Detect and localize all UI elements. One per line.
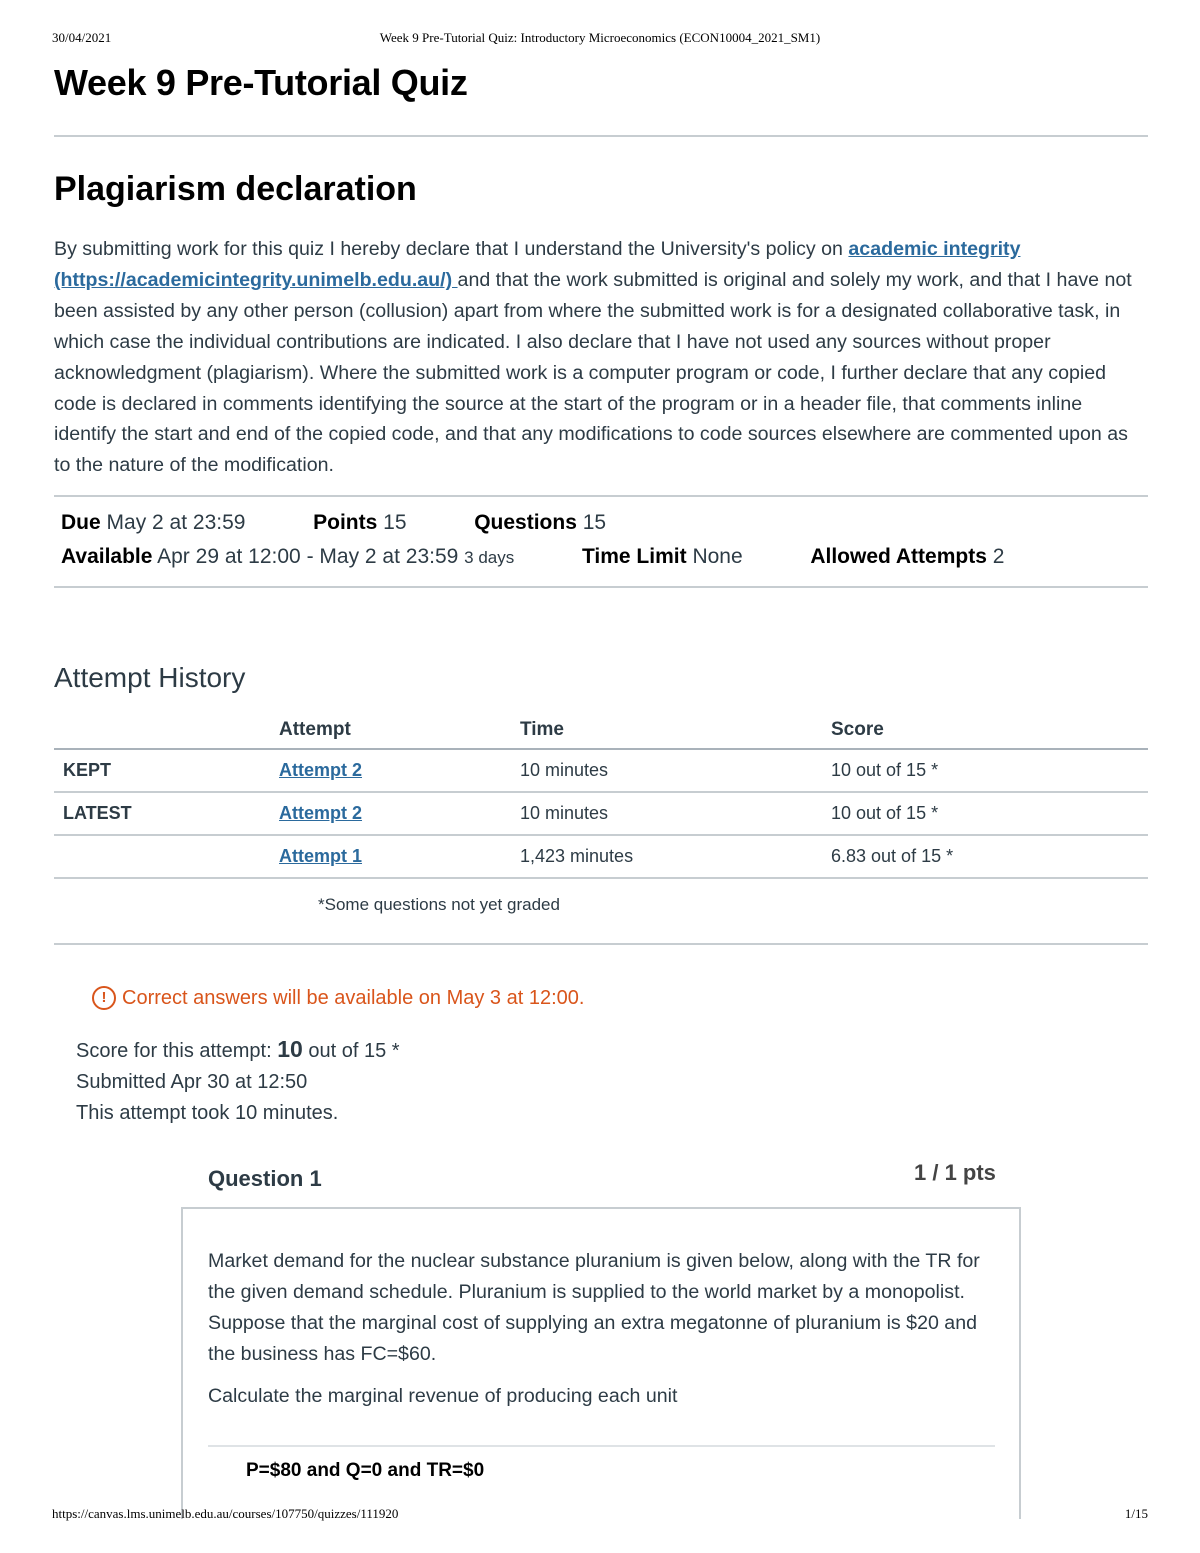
allowed-attempts-label: Allowed Attempts	[810, 545, 987, 568]
table-row	[54, 792, 1148, 835]
divider	[54, 135, 1148, 137]
score-value: 10	[277, 1036, 303, 1062]
attempt-link[interactable]: Attempt 1	[279, 846, 363, 866]
question-text: Market demand for the nuclear substance pluranium is given below, along with the TR for the given demand schedule. Pluranium is supplied to the world market by a monopolist. Suppose that the marginal cost of supplying an extra megatonne of pluranium is $20 and the business has FC=$60.	[208, 1250, 980, 1365]
print-url: https://canvas.lms.unimelb.edu.au/courses/107750/quizzes/111920	[52, 1506, 399, 1521]
print-page-number: 1/15	[1124, 1506, 1148, 1521]
divider	[54, 943, 1148, 945]
answers-notice	[92, 986, 584, 1010]
question-points: 1 / 1 pts	[914, 1160, 996, 1185]
due-label: Due	[61, 511, 101, 534]
questions-label: Questions	[474, 511, 577, 534]
available-value: Apr 29 at 12:00 - May 2 at 23:59	[157, 545, 459, 568]
available-label: Available	[61, 545, 153, 568]
plagiarism-title: Plagiarism declaration	[54, 170, 417, 208]
attempt-time: 10 minutes	[520, 749, 831, 792]
print-page-title: Week 9 Pre-Tutorial Quiz: Introductory Microeconomics (ECON10004_2021_SM1)	[379, 30, 821, 45]
col-time: Time	[520, 712, 831, 749]
submitted-line: Submitted Apr 30 at 12:50	[76, 1071, 308, 1093]
col-score: Score	[831, 712, 1148, 749]
available-days: 3 days	[464, 548, 515, 567]
print-footer	[52, 1506, 1148, 1526]
plagiarism-text	[54, 234, 1148, 481]
answer-header: P=$80 and Q=0 and TR=$0	[246, 1460, 485, 1481]
table-header-row	[54, 712, 1148, 749]
row-label: KEPT	[54, 749, 279, 792]
points-value: 15	[383, 511, 407, 534]
score-line	[76, 1034, 400, 1067]
divider	[54, 586, 1148, 588]
answers-notice-text: Correct answers will be available on May 3 at 12:00.	[122, 986, 585, 1009]
questions-value: 15	[582, 511, 607, 534]
attempt-link[interactable]: Attempt 2	[279, 760, 363, 780]
time-limit-label: Time Limit	[581, 545, 687, 568]
print-header	[52, 30, 1148, 50]
attempt-time: 10 minutes	[520, 792, 831, 835]
col-label	[54, 712, 279, 749]
plagiarism-text-end: and that the work submitted is original and solely my work, and that I have not been assisted by any other person (collusion) apart from where the submitted work is for a designated collaborative task, in which case the individual contributions are indicated. I also declare that I have not used any sources without proper acknowledgment (plagiarism). Where the submitted work is a computer program or code, I further declare that any copied code is declared in comments identifying the source at the start of the program or in a header file, that comments inline identify the start and end of the copied code, and that any modifications to code sources elsewhere are commented upon as to the nature of the modification.	[54, 268, 1132, 477]
table-row	[54, 749, 1148, 792]
row-label	[54, 835, 279, 878]
duration-line: This attempt took 10 minutes.	[76, 1102, 339, 1124]
attempt-score-summary	[76, 1034, 400, 1129]
academic-integrity-link[interactable]: academic integrity (https://academicintegrity.unimelb.edu.au/)	[54, 238, 1021, 291]
quiz-meta-row-1	[61, 511, 606, 535]
ungraded-footnote: *Some questions not yet graded	[318, 895, 560, 914]
attempt-score: 10 out of 15 *	[831, 792, 1148, 835]
attempt-link[interactable]: Attempt 2	[279, 803, 363, 823]
score-suffix: out of 15 *	[302, 1040, 400, 1062]
allowed-attempts-value: 2	[992, 545, 1005, 568]
question-prompt: Calculate the marginal revenue of producing each unit	[208, 1385, 678, 1407]
answer-divider	[208, 1445, 995, 1447]
page-title: Week 9 Pre-Tutorial Quiz	[54, 62, 468, 103]
warning-icon: !	[92, 986, 116, 1010]
plagiarism-text-start: By submitting work for this quiz I hereby declare that I understand the University's policy on	[54, 238, 849, 260]
score-label: Score for this attempt:	[76, 1040, 278, 1062]
quiz-meta-row-2	[61, 545, 1004, 569]
question-title: Question 1	[208, 1166, 322, 1191]
due-value: May 2 at 23:59	[106, 511, 246, 534]
row-label: LATEST	[54, 792, 279, 835]
col-attempt: Attempt	[279, 712, 520, 749]
attempt-history-title: Attempt History	[54, 662, 246, 693]
print-date: 30/04/2021	[52, 30, 112, 45]
divider	[54, 495, 1148, 497]
attempt-score: 6.83 out of 15 *	[831, 835, 1148, 878]
points-label: Points	[313, 511, 378, 534]
time-limit-value: None	[692, 545, 743, 568]
attempt-score: 10 out of 15 *	[831, 749, 1148, 792]
attempt-history-table	[54, 712, 1148, 879]
attempt-time: 1,423 minutes	[520, 835, 831, 878]
table-row	[54, 835, 1148, 878]
